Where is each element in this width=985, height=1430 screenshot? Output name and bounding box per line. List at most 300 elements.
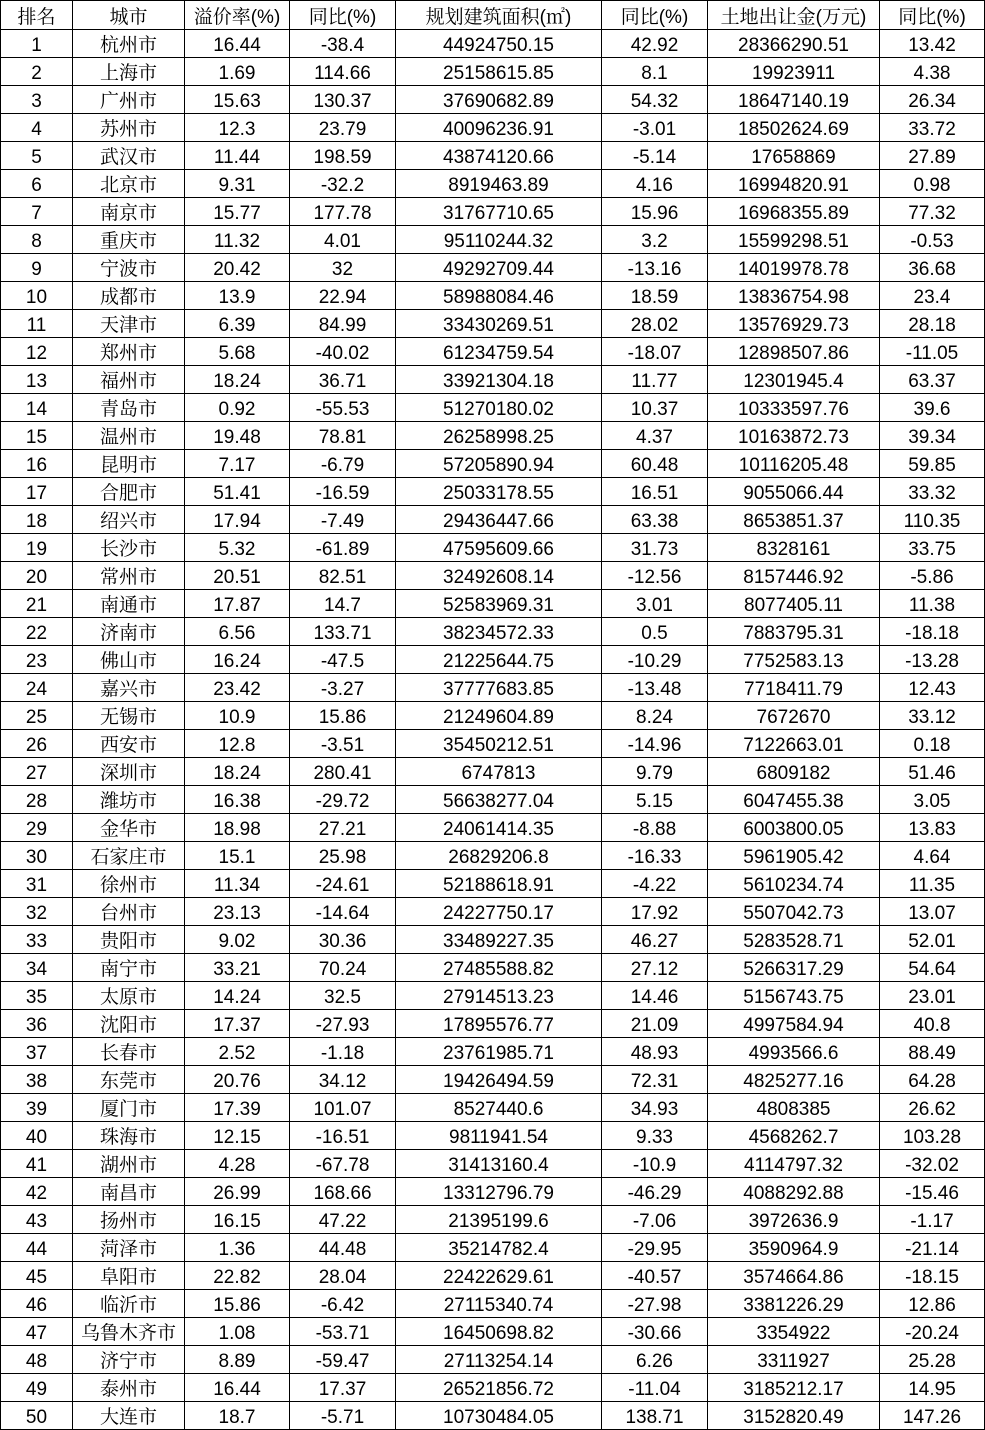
cell-revenue-yoy: 23.4 <box>880 282 985 310</box>
cell-premium-yoy: 177.78 <box>290 198 396 226</box>
cell-rank: 1 <box>1 30 73 58</box>
cell-premium-rate: 9.02 <box>185 926 290 954</box>
cell-rank: 23 <box>1 646 73 674</box>
cell-planned-area: 26521856.72 <box>396 1374 602 1402</box>
cell-premium-rate: 11.32 <box>185 226 290 254</box>
cell-city: 贵阳市 <box>73 926 185 954</box>
cell-city: 长春市 <box>73 1038 185 1066</box>
cell-revenue-yoy: -0.53 <box>880 226 985 254</box>
cell-premium-rate: 26.99 <box>185 1178 290 1206</box>
cell-rank: 17 <box>1 478 73 506</box>
cell-planned-area: 33489227.35 <box>396 926 602 954</box>
cell-land-revenue: 6003800.05 <box>708 814 880 842</box>
cell-planned-area: 8527440.6 <box>396 1094 602 1122</box>
cell-premium-yoy: -1.18 <box>290 1038 396 1066</box>
cell-premium-rate: 23.42 <box>185 674 290 702</box>
cell-revenue-yoy: 59.85 <box>880 450 985 478</box>
cell-city: 青岛市 <box>73 394 185 422</box>
cell-planned-area: 17895576.77 <box>396 1010 602 1038</box>
cell-area-yoy: -11.04 <box>602 1374 708 1402</box>
cell-city: 昆明市 <box>73 450 185 478</box>
cell-revenue-yoy: 33.72 <box>880 114 985 142</box>
table-row <box>1 1150 985 1178</box>
cell-planned-area: 37690682.89 <box>396 86 602 114</box>
table-body <box>1 30 985 1430</box>
cell-rank: 25 <box>1 702 73 730</box>
cell-rank: 45 <box>1 1262 73 1290</box>
cell-rank: 37 <box>1 1038 73 1066</box>
cell-area-yoy: -5.14 <box>602 142 708 170</box>
cell-rank: 46 <box>1 1290 73 1318</box>
cell-premium-yoy: 133.71 <box>290 618 396 646</box>
cell-premium-yoy: -55.53 <box>290 394 396 422</box>
cell-city: 阜阳市 <box>73 1262 185 1290</box>
cell-premium-rate: 20.51 <box>185 562 290 590</box>
cell-area-yoy: 8.24 <box>602 702 708 730</box>
table-row <box>1 786 985 814</box>
cell-planned-area: 27914513.23 <box>396 982 602 1010</box>
cell-land-revenue: 5507042.73 <box>708 898 880 926</box>
cell-area-yoy: 5.15 <box>602 786 708 814</box>
cell-revenue-yoy: 54.64 <box>880 954 985 982</box>
cell-premium-yoy: 28.04 <box>290 1262 396 1290</box>
cell-planned-area: 22422629.61 <box>396 1262 602 1290</box>
cell-land-revenue: 10116205.48 <box>708 450 880 478</box>
cell-premium-rate: 4.28 <box>185 1150 290 1178</box>
cell-premium-rate: 11.44 <box>185 142 290 170</box>
cell-premium-yoy: -29.72 <box>290 786 396 814</box>
cell-rank: 32 <box>1 898 73 926</box>
cell-land-revenue: 3381226.29 <box>708 1290 880 1318</box>
cell-area-yoy: 9.33 <box>602 1122 708 1150</box>
cell-rank: 14 <box>1 394 73 422</box>
cell-area-yoy: -7.06 <box>602 1206 708 1234</box>
cell-city: 深圳市 <box>73 758 185 786</box>
cell-premium-yoy: -24.61 <box>290 870 396 898</box>
cell-land-revenue: 15599298.51 <box>708 226 880 254</box>
cell-area-yoy: 17.92 <box>602 898 708 926</box>
cell-area-yoy: 18.59 <box>602 282 708 310</box>
cell-area-yoy: -3.01 <box>602 114 708 142</box>
cell-area-yoy: -29.95 <box>602 1234 708 1262</box>
cell-planned-area: 38234572.33 <box>396 618 602 646</box>
cell-premium-rate: 7.17 <box>185 450 290 478</box>
cell-premium-rate: 15.1 <box>185 842 290 870</box>
cell-planned-area: 23761985.71 <box>396 1038 602 1066</box>
cell-land-revenue: 12898507.86 <box>708 338 880 366</box>
cell-rank: 42 <box>1 1178 73 1206</box>
cell-area-yoy: -12.56 <box>602 562 708 590</box>
cell-area-yoy: 3.01 <box>602 590 708 618</box>
cell-premium-yoy: 101.07 <box>290 1094 396 1122</box>
cell-revenue-yoy: 25.28 <box>880 1346 985 1374</box>
cell-land-revenue: 13576929.73 <box>708 310 880 338</box>
cell-planned-area: 32492608.14 <box>396 562 602 590</box>
cell-premium-yoy: 32.5 <box>290 982 396 1010</box>
table-row <box>1 562 985 590</box>
cell-land-revenue: 14019978.78 <box>708 254 880 282</box>
cell-revenue-yoy: 63.37 <box>880 366 985 394</box>
cell-revenue-yoy: 110.35 <box>880 506 985 534</box>
cell-premium-yoy: 14.7 <box>290 590 396 618</box>
cell-area-yoy: 0.5 <box>602 618 708 646</box>
header-row <box>1 1 985 30</box>
table-row <box>1 814 985 842</box>
cell-rank: 29 <box>1 814 73 842</box>
cell-rank: 48 <box>1 1346 73 1374</box>
cell-city: 天津市 <box>73 310 185 338</box>
cell-revenue-yoy: 27.89 <box>880 142 985 170</box>
cell-land-revenue: 5283528.71 <box>708 926 880 954</box>
cell-premium-rate: 1.36 <box>185 1234 290 1262</box>
cell-revenue-yoy: 26.34 <box>880 86 985 114</box>
cell-land-revenue: 8653851.37 <box>708 506 880 534</box>
cell-rank: 31 <box>1 870 73 898</box>
cell-premium-yoy: 114.66 <box>290 58 396 86</box>
table-row <box>1 1038 985 1066</box>
cell-area-yoy: 42.92 <box>602 30 708 58</box>
cell-rank: 7 <box>1 198 73 226</box>
cell-revenue-yoy: 33.12 <box>880 702 985 730</box>
cell-rank: 44 <box>1 1234 73 1262</box>
cell-land-revenue: 5610234.74 <box>708 870 880 898</box>
cell-city: 广州市 <box>73 86 185 114</box>
table-row <box>1 506 985 534</box>
cell-premium-yoy: 44.48 <box>290 1234 396 1262</box>
cell-area-yoy: 4.37 <box>602 422 708 450</box>
cell-premium-rate: 10.9 <box>185 702 290 730</box>
table-row <box>1 590 985 618</box>
cell-city: 湖州市 <box>73 1150 185 1178</box>
cell-premium-yoy: 198.59 <box>290 142 396 170</box>
cell-land-revenue: 3185212.17 <box>708 1374 880 1402</box>
cell-planned-area: 21249604.89 <box>396 702 602 730</box>
table-row <box>1 1234 985 1262</box>
table-row <box>1 86 985 114</box>
table-row <box>1 618 985 646</box>
cell-city: 台州市 <box>73 898 185 926</box>
cell-planned-area: 37777683.85 <box>396 674 602 702</box>
cell-premium-rate: 16.15 <box>185 1206 290 1234</box>
cell-planned-area: 44924750.15 <box>396 30 602 58</box>
table-row <box>1 898 985 926</box>
cell-city: 金华市 <box>73 814 185 842</box>
table-row <box>1 842 985 870</box>
cell-revenue-yoy: 77.32 <box>880 198 985 226</box>
cell-area-yoy: 31.73 <box>602 534 708 562</box>
table-row <box>1 646 985 674</box>
cell-city: 厦门市 <box>73 1094 185 1122</box>
cell-premium-yoy: 130.37 <box>290 86 396 114</box>
table-row <box>1 702 985 730</box>
cell-land-revenue: 7718411.79 <box>708 674 880 702</box>
cell-premium-yoy: 84.99 <box>290 310 396 338</box>
cell-rank: 28 <box>1 786 73 814</box>
cell-area-yoy: -27.98 <box>602 1290 708 1318</box>
cell-revenue-yoy: -18.18 <box>880 618 985 646</box>
cell-area-yoy: -18.07 <box>602 338 708 366</box>
cell-rank: 21 <box>1 590 73 618</box>
cell-area-yoy: -30.66 <box>602 1318 708 1346</box>
cell-premium-rate: 17.87 <box>185 590 290 618</box>
cell-rank: 35 <box>1 982 73 1010</box>
cell-revenue-yoy: -5.86 <box>880 562 985 590</box>
cell-premium-rate: 15.77 <box>185 198 290 226</box>
cell-land-revenue: 16994820.91 <box>708 170 880 198</box>
cell-land-revenue: 10333597.76 <box>708 394 880 422</box>
cell-premium-yoy: -7.49 <box>290 506 396 534</box>
cell-revenue-yoy: 33.32 <box>880 478 985 506</box>
cell-premium-yoy: 17.37 <box>290 1374 396 1402</box>
cell-area-yoy: 10.37 <box>602 394 708 422</box>
cell-planned-area: 24061414.35 <box>396 814 602 842</box>
cell-premium-rate: 18.7 <box>185 1402 290 1430</box>
cell-premium-rate: 20.76 <box>185 1066 290 1094</box>
cell-area-yoy: -46.29 <box>602 1178 708 1206</box>
cell-city: 济宁市 <box>73 1346 185 1374</box>
cell-planned-area: 21225644.75 <box>396 646 602 674</box>
cell-planned-area: 26829206.8 <box>396 842 602 870</box>
table-row <box>1 142 985 170</box>
cell-land-revenue: 7883795.31 <box>708 618 880 646</box>
cell-revenue-yoy: 13.07 <box>880 898 985 926</box>
cell-rank: 9 <box>1 254 73 282</box>
table-row <box>1 1402 985 1430</box>
cell-city: 温州市 <box>73 422 185 450</box>
cell-land-revenue: 8077405.11 <box>708 590 880 618</box>
cell-revenue-yoy: 40.8 <box>880 1010 985 1038</box>
cell-planned-area: 10730484.05 <box>396 1402 602 1430</box>
cell-planned-area: 57205890.94 <box>396 450 602 478</box>
cell-land-revenue: 3574664.86 <box>708 1262 880 1290</box>
cell-planned-area: 47595609.66 <box>396 534 602 562</box>
table-row <box>1 310 985 338</box>
cell-rank: 38 <box>1 1066 73 1094</box>
table-row <box>1 534 985 562</box>
cell-revenue-yoy: 11.38 <box>880 590 985 618</box>
cell-rank: 49 <box>1 1374 73 1402</box>
table-row <box>1 1318 985 1346</box>
cell-revenue-yoy: 64.28 <box>880 1066 985 1094</box>
cell-planned-area: 52583969.31 <box>396 590 602 618</box>
cell-planned-area: 33921304.18 <box>396 366 602 394</box>
cell-land-revenue: 7752583.13 <box>708 646 880 674</box>
cell-planned-area: 6747813 <box>396 758 602 786</box>
cell-rank: 27 <box>1 758 73 786</box>
cell-land-revenue: 6809182 <box>708 758 880 786</box>
cell-premium-yoy: -14.64 <box>290 898 396 926</box>
cell-city: 济南市 <box>73 618 185 646</box>
cell-premium-yoy: 27.21 <box>290 814 396 842</box>
cell-revenue-yoy: 26.62 <box>880 1094 985 1122</box>
cell-area-yoy: 15.96 <box>602 198 708 226</box>
cell-premium-yoy: 15.86 <box>290 702 396 730</box>
cell-planned-area: 52188618.91 <box>396 870 602 898</box>
cell-rank: 39 <box>1 1094 73 1122</box>
table-row <box>1 1206 985 1234</box>
table-row <box>1 226 985 254</box>
cell-rank: 18 <box>1 506 73 534</box>
header-area-yoy: 同比(%) <box>602 1 708 30</box>
cell-rank: 34 <box>1 954 73 982</box>
cell-revenue-yoy: -18.15 <box>880 1262 985 1290</box>
cell-premium-rate: 18.24 <box>185 366 290 394</box>
table-row <box>1 1290 985 1318</box>
cell-land-revenue: 8157446.92 <box>708 562 880 590</box>
cell-rank: 11 <box>1 310 73 338</box>
cell-premium-rate: 1.08 <box>185 1318 290 1346</box>
cell-revenue-yoy: 23.01 <box>880 982 985 1010</box>
cell-planned-area: 25158615.85 <box>396 58 602 86</box>
header-city: 城市 <box>73 1 185 30</box>
cell-planned-area: 33430269.51 <box>396 310 602 338</box>
cell-city: 南昌市 <box>73 1178 185 1206</box>
cell-area-yoy: 8.1 <box>602 58 708 86</box>
cell-premium-rate: 12.3 <box>185 114 290 142</box>
cell-rank: 15 <box>1 422 73 450</box>
cell-premium-yoy: -27.93 <box>290 1010 396 1038</box>
cell-area-yoy: 46.27 <box>602 926 708 954</box>
cell-premium-rate: 18.24 <box>185 758 290 786</box>
cell-city: 乌鲁木齐市 <box>73 1318 185 1346</box>
cell-rank: 4 <box>1 114 73 142</box>
cell-planned-area: 31413160.4 <box>396 1150 602 1178</box>
cell-revenue-yoy: 51.46 <box>880 758 985 786</box>
cell-area-yoy: 4.16 <box>602 170 708 198</box>
cell-area-yoy: 63.38 <box>602 506 708 534</box>
cell-premium-rate: 16.38 <box>185 786 290 814</box>
cell-planned-area: 56638277.04 <box>396 786 602 814</box>
cell-planned-area: 27485588.82 <box>396 954 602 982</box>
header-premium-yoy: 同比(%) <box>290 1 396 30</box>
table-row <box>1 1010 985 1038</box>
cell-city: 福州市 <box>73 366 185 394</box>
cell-premium-yoy: -6.42 <box>290 1290 396 1318</box>
cell-premium-yoy: 22.94 <box>290 282 396 310</box>
table-row <box>1 198 985 226</box>
cell-revenue-yoy: 39.34 <box>880 422 985 450</box>
cell-city: 西安市 <box>73 730 185 758</box>
cell-revenue-yoy: 28.18 <box>880 310 985 338</box>
cell-planned-area: 40096236.91 <box>396 114 602 142</box>
cell-premium-rate: 2.52 <box>185 1038 290 1066</box>
cell-city: 苏州市 <box>73 114 185 142</box>
cell-area-yoy: 28.02 <box>602 310 708 338</box>
cell-area-yoy: -10.9 <box>602 1150 708 1178</box>
cell-land-revenue: 3972636.9 <box>708 1206 880 1234</box>
cell-rank: 12 <box>1 338 73 366</box>
cell-premium-yoy: -16.51 <box>290 1122 396 1150</box>
cell-area-yoy: -13.16 <box>602 254 708 282</box>
cell-city: 合肥市 <box>73 478 185 506</box>
cell-premium-rate: 9.31 <box>185 170 290 198</box>
cell-city: 南京市 <box>73 198 185 226</box>
cell-revenue-yoy: 14.95 <box>880 1374 985 1402</box>
cell-land-revenue: 3152820.49 <box>708 1402 880 1430</box>
cell-planned-area: 31767710.65 <box>396 198 602 226</box>
table-row <box>1 58 985 86</box>
cell-land-revenue: 8328161 <box>708 534 880 562</box>
cell-rank: 41 <box>1 1150 73 1178</box>
cell-rank: 43 <box>1 1206 73 1234</box>
cell-planned-area: 35450212.51 <box>396 730 602 758</box>
cell-premium-rate: 51.41 <box>185 478 290 506</box>
cell-area-yoy: 3.2 <box>602 226 708 254</box>
cell-land-revenue: 7122663.01 <box>708 730 880 758</box>
cell-city: 东莞市 <box>73 1066 185 1094</box>
cell-rank: 24 <box>1 674 73 702</box>
cell-rank: 36 <box>1 1010 73 1038</box>
cell-revenue-yoy: 33.75 <box>880 534 985 562</box>
cell-city: 宁波市 <box>73 254 185 282</box>
table-row <box>1 450 985 478</box>
cell-land-revenue: 13836754.98 <box>708 282 880 310</box>
cell-premium-yoy: -3.51 <box>290 730 396 758</box>
cell-city: 大连市 <box>73 1402 185 1430</box>
cell-land-revenue: 4997584.94 <box>708 1010 880 1038</box>
header-planned-area: 规划建筑面积(㎡) <box>396 1 602 30</box>
cell-city: 上海市 <box>73 58 185 86</box>
cell-revenue-yoy: 12.86 <box>880 1290 985 1318</box>
cell-premium-rate: 5.68 <box>185 338 290 366</box>
table-row <box>1 730 985 758</box>
cell-premium-rate: 22.82 <box>185 1262 290 1290</box>
cell-rank: 2 <box>1 58 73 86</box>
table-row <box>1 282 985 310</box>
table-row <box>1 870 985 898</box>
cell-city: 石家庄市 <box>73 842 185 870</box>
cell-city: 武汉市 <box>73 142 185 170</box>
cell-rank: 8 <box>1 226 73 254</box>
cell-revenue-yoy: 12.43 <box>880 674 985 702</box>
cell-premium-yoy: 4.01 <box>290 226 396 254</box>
cell-city: 南宁市 <box>73 954 185 982</box>
cell-land-revenue: 3354922 <box>708 1318 880 1346</box>
cell-area-yoy: 14.46 <box>602 982 708 1010</box>
cell-rank: 30 <box>1 842 73 870</box>
cell-premium-rate: 17.37 <box>185 1010 290 1038</box>
cell-premium-rate: 23.13 <box>185 898 290 926</box>
cell-rank: 10 <box>1 282 73 310</box>
cell-revenue-yoy: 39.6 <box>880 394 985 422</box>
cell-premium-rate: 15.63 <box>185 86 290 114</box>
cell-premium-rate: 6.39 <box>185 310 290 338</box>
cell-revenue-yoy: 52.01 <box>880 926 985 954</box>
cell-premium-rate: 11.34 <box>185 870 290 898</box>
cell-land-revenue: 7672670 <box>708 702 880 730</box>
cell-land-revenue: 4114797.32 <box>708 1150 880 1178</box>
cell-premium-yoy: -40.02 <box>290 338 396 366</box>
cell-land-revenue: 5961905.42 <box>708 842 880 870</box>
cell-premium-yoy: -3.27 <box>290 674 396 702</box>
cell-premium-yoy: 280.41 <box>290 758 396 786</box>
cell-revenue-yoy: 103.28 <box>880 1122 985 1150</box>
cell-premium-yoy: 47.22 <box>290 1206 396 1234</box>
cell-premium-yoy: -6.79 <box>290 450 396 478</box>
cell-rank: 5 <box>1 142 73 170</box>
cell-land-revenue: 16968355.89 <box>708 198 880 226</box>
cell-revenue-yoy: -32.02 <box>880 1150 985 1178</box>
cell-premium-yoy: 168.66 <box>290 1178 396 1206</box>
cell-rank: 3 <box>1 86 73 114</box>
cell-area-yoy: 21.09 <box>602 1010 708 1038</box>
cell-revenue-yoy: -13.28 <box>880 646 985 674</box>
cell-area-yoy: 6.26 <box>602 1346 708 1374</box>
cell-planned-area: 61234759.54 <box>396 338 602 366</box>
cell-planned-area: 49292709.44 <box>396 254 602 282</box>
cell-revenue-yoy: 36.68 <box>880 254 985 282</box>
cell-city: 太原市 <box>73 982 185 1010</box>
